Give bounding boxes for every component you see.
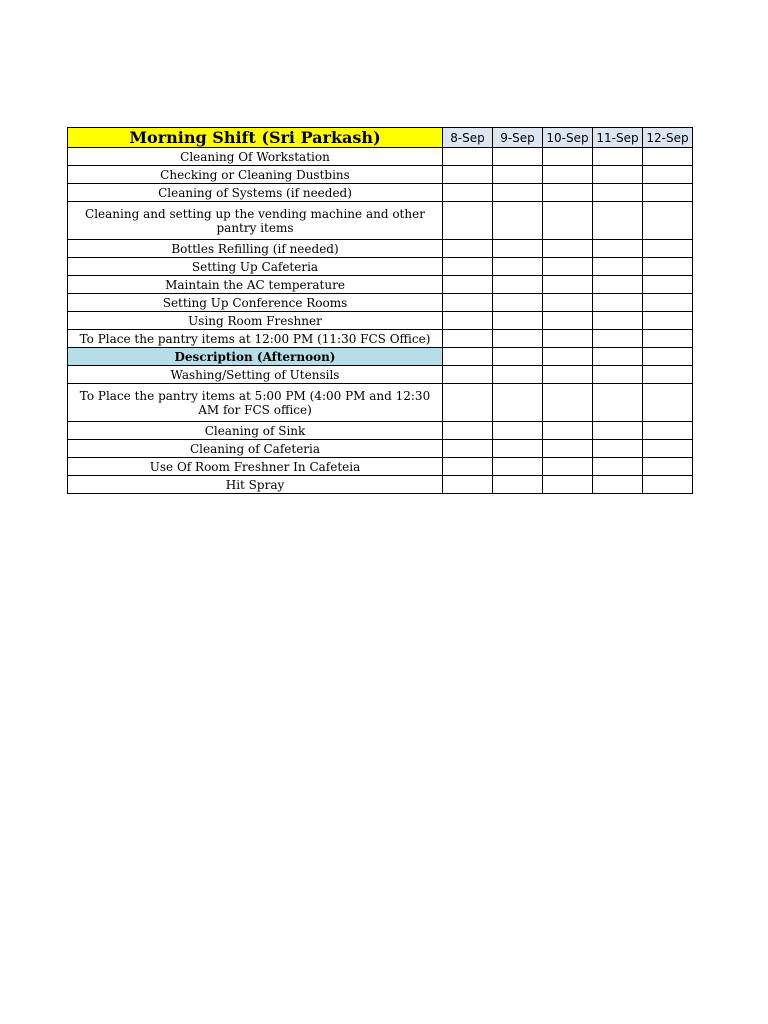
check-cell[interactable] <box>593 184 643 202</box>
task-row <box>68 202 693 240</box>
check-cell[interactable] <box>543 166 593 184</box>
check-cell[interactable] <box>643 240 693 258</box>
check-cell[interactable] <box>443 294 493 312</box>
check-cell[interactable] <box>593 422 643 440</box>
check-cell[interactable] <box>443 312 493 330</box>
check-cell[interactable] <box>543 258 593 276</box>
check-cell[interactable] <box>643 458 693 476</box>
task-row <box>68 276 693 294</box>
check-cell[interactable] <box>443 184 493 202</box>
check-cell[interactable] <box>493 202 543 240</box>
check-cell[interactable] <box>543 384 593 422</box>
check-cell[interactable] <box>643 294 693 312</box>
check-cell[interactable] <box>643 258 693 276</box>
header-row <box>68 128 693 148</box>
task-label: Cleaning of Systems (if needed) <box>68 184 443 202</box>
check-cell[interactable] <box>543 148 593 166</box>
date-header: 9-Sep <box>493 128 543 148</box>
check-cell[interactable] <box>593 458 643 476</box>
task-row <box>68 258 693 276</box>
checklist-table <box>67 127 693 494</box>
task-row <box>68 184 693 202</box>
check-cell[interactable] <box>443 276 493 294</box>
check-cell[interactable] <box>443 366 493 384</box>
task-row <box>68 312 693 330</box>
date-header: 8-Sep <box>443 128 493 148</box>
check-cell[interactable] <box>593 276 643 294</box>
task-label: Maintain the AC temperature <box>68 276 443 294</box>
check-cell[interactable] <box>643 330 693 348</box>
check-cell[interactable] <box>493 476 543 494</box>
check-cell[interactable] <box>593 166 643 184</box>
check-cell[interactable] <box>593 384 643 422</box>
section-header-afternoon: Description (Afternoon) <box>68 348 443 366</box>
task-row <box>68 148 693 166</box>
check-cell[interactable] <box>493 166 543 184</box>
task-label: To Place the pantry items at 5:00 PM (4:00 PM and 12:30 AM for FCS office) <box>68 384 443 422</box>
check-cell[interactable] <box>443 348 493 366</box>
check-cell[interactable] <box>543 294 593 312</box>
task-label: Use Of Room Freshner In Cafeteia <box>68 458 443 476</box>
check-cell[interactable] <box>643 184 693 202</box>
check-cell[interactable] <box>593 202 643 240</box>
check-cell[interactable] <box>543 458 593 476</box>
check-cell[interactable] <box>643 384 693 422</box>
section-row <box>68 348 693 366</box>
task-row <box>68 384 693 422</box>
check-cell[interactable] <box>543 330 593 348</box>
check-cell[interactable] <box>643 476 693 494</box>
check-cell[interactable] <box>593 440 643 458</box>
task-row <box>68 476 693 494</box>
check-cell[interactable] <box>543 440 593 458</box>
check-cell[interactable] <box>643 148 693 166</box>
check-cell[interactable] <box>493 312 543 330</box>
check-cell[interactable] <box>543 202 593 240</box>
task-row <box>68 240 693 258</box>
check-cell[interactable] <box>593 476 643 494</box>
check-cell[interactable] <box>643 276 693 294</box>
check-cell[interactable] <box>493 294 543 312</box>
task-label: Setting Up Cafeteria <box>68 258 443 276</box>
check-cell[interactable] <box>493 330 543 348</box>
check-cell[interactable] <box>493 148 543 166</box>
check-cell[interactable] <box>443 458 493 476</box>
check-cell[interactable] <box>593 240 643 258</box>
check-cell[interactable] <box>443 166 493 184</box>
date-header: 10-Sep <box>543 128 593 148</box>
task-label: Cleaning and setting up the vending machine and other pantry items <box>68 202 443 240</box>
check-cell[interactable] <box>493 240 543 258</box>
task-row <box>68 422 693 440</box>
check-cell[interactable] <box>543 476 593 494</box>
check-cell[interactable] <box>593 294 643 312</box>
check-cell[interactable] <box>493 258 543 276</box>
check-cell[interactable] <box>543 312 593 330</box>
check-cell[interactable] <box>643 166 693 184</box>
check-cell[interactable] <box>443 148 493 166</box>
check-cell[interactable] <box>593 348 643 366</box>
check-cell[interactable] <box>643 348 693 366</box>
check-cell[interactable] <box>443 202 493 240</box>
task-label: Checking or Cleaning Dustbins <box>68 166 443 184</box>
task-label: To Place the pantry items at 12:00 PM (11:30 FCS Office) <box>68 330 443 348</box>
task-row <box>68 440 693 458</box>
date-header: 11-Sep <box>593 128 643 148</box>
check-cell[interactable] <box>493 184 543 202</box>
check-cell[interactable] <box>443 330 493 348</box>
date-header: 12-Sep <box>643 128 693 148</box>
task-label: Setting Up Conference Rooms <box>68 294 443 312</box>
task-label: Cleaning of Cafeteria <box>68 440 443 458</box>
task-row <box>68 330 693 348</box>
check-cell[interactable] <box>593 258 643 276</box>
check-cell[interactable] <box>443 476 493 494</box>
task-label: Bottles Refilling (if needed) <box>68 240 443 258</box>
check-cell[interactable] <box>443 384 493 422</box>
check-cell[interactable] <box>443 422 493 440</box>
check-cell[interactable] <box>543 184 593 202</box>
task-row <box>68 294 693 312</box>
check-cell[interactable] <box>443 258 493 276</box>
task-label: Using Room Freshner <box>68 312 443 330</box>
check-cell[interactable] <box>443 440 493 458</box>
check-cell[interactable] <box>493 422 543 440</box>
check-cell[interactable] <box>493 276 543 294</box>
check-cell[interactable] <box>643 312 693 330</box>
check-cell[interactable] <box>593 330 643 348</box>
task-label: Cleaning Of Workstation <box>68 148 443 166</box>
check-cell[interactable] <box>493 384 543 422</box>
check-cell[interactable] <box>543 422 593 440</box>
check-cell[interactable] <box>593 366 643 384</box>
check-cell[interactable] <box>643 422 693 440</box>
check-cell[interactable] <box>643 202 693 240</box>
check-cell[interactable] <box>493 348 543 366</box>
task-row <box>68 366 693 384</box>
shift-title: Morning Shift (Sri Parkash) <box>68 128 443 148</box>
task-row <box>68 166 693 184</box>
task-label: Hit Spray <box>68 476 443 494</box>
task-label: Cleaning of Sink <box>68 422 443 440</box>
check-cell[interactable] <box>493 366 543 384</box>
check-cell[interactable] <box>443 240 493 258</box>
check-cell[interactable] <box>543 366 593 384</box>
check-cell[interactable] <box>643 440 693 458</box>
check-cell[interactable] <box>493 440 543 458</box>
task-row <box>68 458 693 476</box>
check-cell[interactable] <box>493 458 543 476</box>
check-cell[interactable] <box>643 366 693 384</box>
check-cell[interactable] <box>593 312 643 330</box>
check-cell[interactable] <box>543 240 593 258</box>
check-cell[interactable] <box>593 148 643 166</box>
check-cell[interactable] <box>543 276 593 294</box>
task-label: Washing/Setting of Utensils <box>68 366 443 384</box>
check-cell[interactable] <box>543 348 593 366</box>
